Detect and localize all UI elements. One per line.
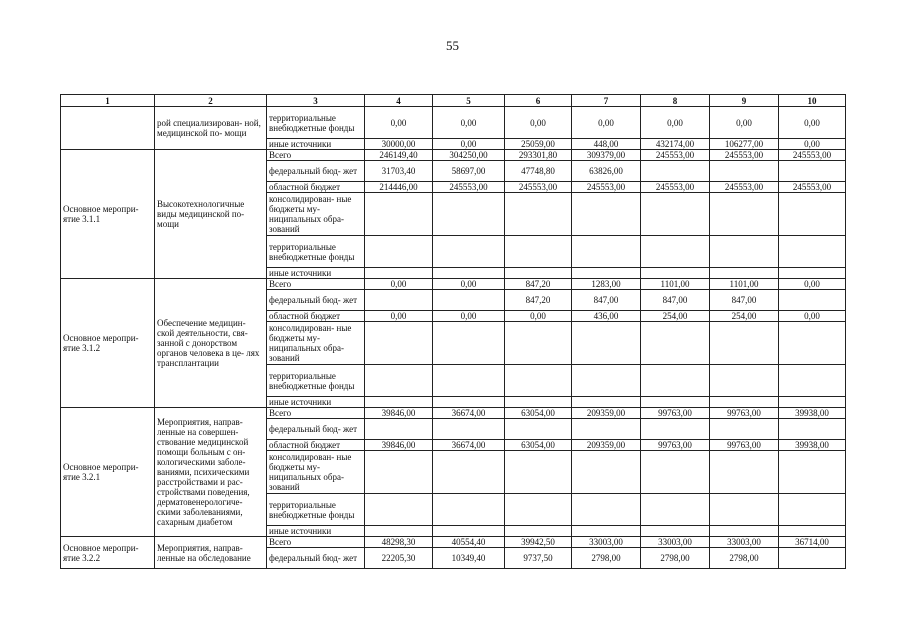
value-cell (779, 548, 846, 569)
value-cell: 245553,00 (779, 150, 846, 161)
measure-name-cell: Основное меропри- ятие 3.1.2 (61, 279, 155, 408)
value-cell (641, 268, 710, 279)
value-cell (641, 494, 710, 526)
value-cell (710, 322, 779, 365)
value-cell (572, 397, 641, 408)
table-row (61, 408, 846, 419)
value-cell: 0,00 (505, 311, 572, 322)
measure-name-cell: Основное меропри- ятие 3.2.1 (61, 408, 155, 537)
value-cell: 436,00 (572, 311, 641, 322)
value-cell (433, 268, 505, 279)
source-cell: Всего (267, 279, 365, 290)
value-cell (641, 419, 710, 440)
value-cell: 106277,00 (710, 139, 779, 150)
value-cell (505, 451, 572, 494)
value-cell (572, 494, 641, 526)
value-cell (505, 236, 572, 268)
value-cell (710, 193, 779, 236)
value-cell: 245553,00 (641, 182, 710, 193)
value-cell: 309379,00 (572, 150, 641, 161)
value-cell (710, 451, 779, 494)
value-cell: 0,00 (779, 311, 846, 322)
value-cell (433, 451, 505, 494)
value-cell (505, 397, 572, 408)
value-cell (641, 365, 710, 397)
value-cell: 847,00 (641, 290, 710, 311)
measure-cell (61, 107, 155, 150)
value-cell: 847,00 (710, 290, 779, 311)
header-cell: 1 (61, 95, 155, 107)
value-cell: 39938,00 (779, 408, 846, 419)
source-cell: областной бюджет (267, 182, 365, 193)
value-cell (641, 526, 710, 537)
value-cell: 245553,00 (433, 182, 505, 193)
value-cell: 36674,00 (433, 440, 505, 451)
value-cell (365, 322, 433, 365)
value-cell (433, 365, 505, 397)
source-cell: территориальные внебюджетные фонды (267, 365, 365, 397)
value-cell (572, 236, 641, 268)
value-cell: 432174,00 (641, 139, 710, 150)
value-cell (710, 494, 779, 526)
value-cell: 63826,00 (572, 161, 641, 182)
value-cell: 0,00 (779, 107, 846, 139)
value-cell: 0,00 (779, 139, 846, 150)
table-row (61, 150, 846, 161)
value-cell (365, 290, 433, 311)
value-cell: 245553,00 (572, 182, 641, 193)
value-cell: 847,20 (505, 290, 572, 311)
source-cell: Всего (267, 537, 365, 548)
value-cell: 209359,00 (572, 408, 641, 419)
value-cell (641, 322, 710, 365)
value-cell: 39846,00 (365, 408, 433, 419)
value-cell: 63054,00 (505, 440, 572, 451)
value-cell (779, 451, 846, 494)
value-cell: 1101,00 (710, 279, 779, 290)
value-cell (641, 397, 710, 408)
value-cell: 304250,00 (433, 150, 505, 161)
source-cell: федеральный бюд- жет (267, 161, 365, 182)
value-cell (572, 322, 641, 365)
value-cell: 0,00 (710, 107, 779, 139)
value-cell (572, 451, 641, 494)
value-cell (779, 397, 846, 408)
value-cell: 245553,00 (779, 182, 846, 193)
value-cell: 25059,00 (505, 139, 572, 150)
value-cell (572, 365, 641, 397)
value-cell: 22205,30 (365, 548, 433, 569)
header-cell: 2 (155, 95, 267, 107)
value-cell (365, 397, 433, 408)
value-cell: 0,00 (433, 279, 505, 290)
value-cell: 47748,80 (505, 161, 572, 182)
value-cell: 254,00 (710, 311, 779, 322)
value-cell (365, 236, 433, 268)
value-cell (365, 526, 433, 537)
value-cell (779, 236, 846, 268)
value-cell (365, 494, 433, 526)
value-cell: 58697,00 (433, 161, 505, 182)
source-cell: территориальные внебюджетные фонды (267, 236, 365, 268)
value-cell: 209359,00 (572, 440, 641, 451)
value-cell (572, 193, 641, 236)
value-cell (641, 451, 710, 494)
value-cell (505, 268, 572, 279)
value-cell: 254,00 (641, 311, 710, 322)
value-cell: 214446,00 (365, 182, 433, 193)
value-cell (505, 365, 572, 397)
value-cell (710, 419, 779, 440)
table-row (61, 279, 846, 290)
value-cell: 0,00 (779, 279, 846, 290)
source-cell: иные источники (267, 397, 365, 408)
value-cell: 0,00 (641, 107, 710, 139)
value-cell (433, 419, 505, 440)
value-cell: 0,00 (505, 107, 572, 139)
header-row (61, 95, 846, 107)
description-cell: Мероприятия, направ- ленные на совершен- ствование медицинской помощи больным с он- кологическими заболе- ваниями, психическими расстройствами и рас- стройствами поведения, дерматовенерологиче- скими заболеваниями, сахарным диабетом (155, 408, 267, 537)
value-cell: 36674,00 (433, 408, 505, 419)
value-cell: 10349,40 (433, 548, 505, 569)
table-row (61, 107, 846, 139)
value-cell (433, 322, 505, 365)
value-cell: 847,20 (505, 279, 572, 290)
value-cell: 0,00 (365, 107, 433, 139)
source-cell: федеральный бюд- жет (267, 290, 365, 311)
value-cell: 245553,00 (641, 150, 710, 161)
value-cell: 33003,00 (710, 537, 779, 548)
value-cell: 293301,80 (505, 150, 572, 161)
value-cell: 245553,00 (710, 182, 779, 193)
source-cell: иные источники (267, 139, 365, 150)
value-cell: 0,00 (365, 279, 433, 290)
value-cell (779, 419, 846, 440)
value-cell (641, 236, 710, 268)
value-cell (710, 526, 779, 537)
value-cell: 33003,00 (641, 537, 710, 548)
value-cell: 99763,00 (641, 440, 710, 451)
source-cell: территориальные внебюджетные фонды (267, 107, 365, 139)
source-cell: территориальные внебюджетные фонды (267, 494, 365, 526)
value-cell (710, 236, 779, 268)
value-cell (505, 322, 572, 365)
page-number: 55 (446, 38, 459, 53)
source-cell: консолидирован- ные бюджеты му- ниципальных обра- зований (267, 193, 365, 236)
header-cell: 3 (267, 95, 365, 107)
description-cell: Обеспечение медицин- ской деятельности, свя- занной с донорством органов человека в це- лях трансплантации (155, 279, 267, 408)
value-cell: 245553,00 (505, 182, 572, 193)
value-cell: 40554,40 (433, 537, 505, 548)
header-cell: 8 (641, 95, 710, 107)
value-cell: 31703,40 (365, 161, 433, 182)
value-cell (365, 451, 433, 494)
value-cell: 48298,30 (365, 537, 433, 548)
description-cell: Мероприятия, направ- ленные на обследование (155, 537, 267, 569)
value-cell (710, 397, 779, 408)
source-cell: федеральный бюд- жет (267, 548, 365, 569)
value-cell (779, 268, 846, 279)
source-cell: Всего (267, 150, 365, 161)
value-cell: 0,00 (433, 139, 505, 150)
source-cell: консолидирован- ные бюджеты му- ниципальных обра- зований (267, 451, 365, 494)
value-cell (641, 193, 710, 236)
header-cell: 6 (505, 95, 572, 107)
value-cell: 99763,00 (710, 440, 779, 451)
source-cell: иные источники (267, 526, 365, 537)
header-cell: 9 (710, 95, 779, 107)
measure-name-cell: Основное меропри- ятие 3.1.1 (61, 150, 155, 279)
value-cell: 9737,50 (505, 548, 572, 569)
value-cell: 33003,00 (572, 537, 641, 548)
budget-table (60, 94, 846, 569)
value-cell (779, 161, 846, 182)
value-cell (572, 268, 641, 279)
header-cell: 4 (365, 95, 433, 107)
value-cell (641, 161, 710, 182)
value-cell: 2798,00 (641, 548, 710, 569)
value-cell (572, 526, 641, 537)
value-cell (433, 397, 505, 408)
value-cell (365, 419, 433, 440)
source-cell: областной бюджет (267, 440, 365, 451)
value-cell (505, 526, 572, 537)
value-cell: 39938,00 (779, 440, 846, 451)
header-cell: 5 (433, 95, 505, 107)
value-cell (433, 290, 505, 311)
value-cell: 0,00 (433, 311, 505, 322)
value-cell (433, 236, 505, 268)
table-body (61, 107, 846, 569)
value-cell (505, 193, 572, 236)
source-cell: федеральный бюд- жет (267, 419, 365, 440)
value-cell: 1283,00 (572, 279, 641, 290)
value-cell: 30000,00 (365, 139, 433, 150)
value-cell: 448,00 (572, 139, 641, 150)
value-cell: 0,00 (365, 311, 433, 322)
value-cell: 36714,00 (779, 537, 846, 548)
value-cell: 99763,00 (641, 408, 710, 419)
table-row (61, 537, 846, 548)
value-cell: 246149,40 (365, 150, 433, 161)
measure-name-cell: Основное меропри- ятие 3.2.2 (61, 537, 155, 569)
value-cell (365, 365, 433, 397)
value-cell: 2798,00 (710, 548, 779, 569)
value-cell (572, 419, 641, 440)
value-cell: 0,00 (572, 107, 641, 139)
value-cell (779, 322, 846, 365)
description-cell: рой специализирован- ной, медицинской по- мощи (155, 107, 267, 150)
value-cell: 0,00 (433, 107, 505, 139)
value-cell (710, 268, 779, 279)
header-cell: 10 (779, 95, 846, 107)
source-cell: иные источники (267, 268, 365, 279)
value-cell: 2798,00 (572, 548, 641, 569)
value-cell (505, 419, 572, 440)
value-cell (779, 290, 846, 311)
value-cell: 63054,00 (505, 408, 572, 419)
value-cell (779, 526, 846, 537)
value-cell (710, 365, 779, 397)
header-cell: 7 (572, 95, 641, 107)
value-cell (779, 494, 846, 526)
value-cell: 847,00 (572, 290, 641, 311)
value-cell (365, 268, 433, 279)
value-cell (779, 365, 846, 397)
value-cell (779, 193, 846, 236)
source-cell: Всего (267, 408, 365, 419)
value-cell (433, 494, 505, 526)
value-cell: 39942,50 (505, 537, 572, 548)
value-cell (710, 161, 779, 182)
value-cell (433, 526, 505, 537)
source-cell: областной бюджет (267, 311, 365, 322)
value-cell: 245553,00 (710, 150, 779, 161)
value-cell: 1101,00 (641, 279, 710, 290)
description-cell: Высокотехнологичные виды медицинской по- мощи (155, 150, 267, 279)
value-cell: 39846,00 (365, 440, 433, 451)
value-cell (505, 494, 572, 526)
value-cell (365, 193, 433, 236)
value-cell (433, 193, 505, 236)
value-cell: 99763,00 (710, 408, 779, 419)
source-cell: консолидирован- ные бюджеты му- ниципальных обра- зований (267, 322, 365, 365)
